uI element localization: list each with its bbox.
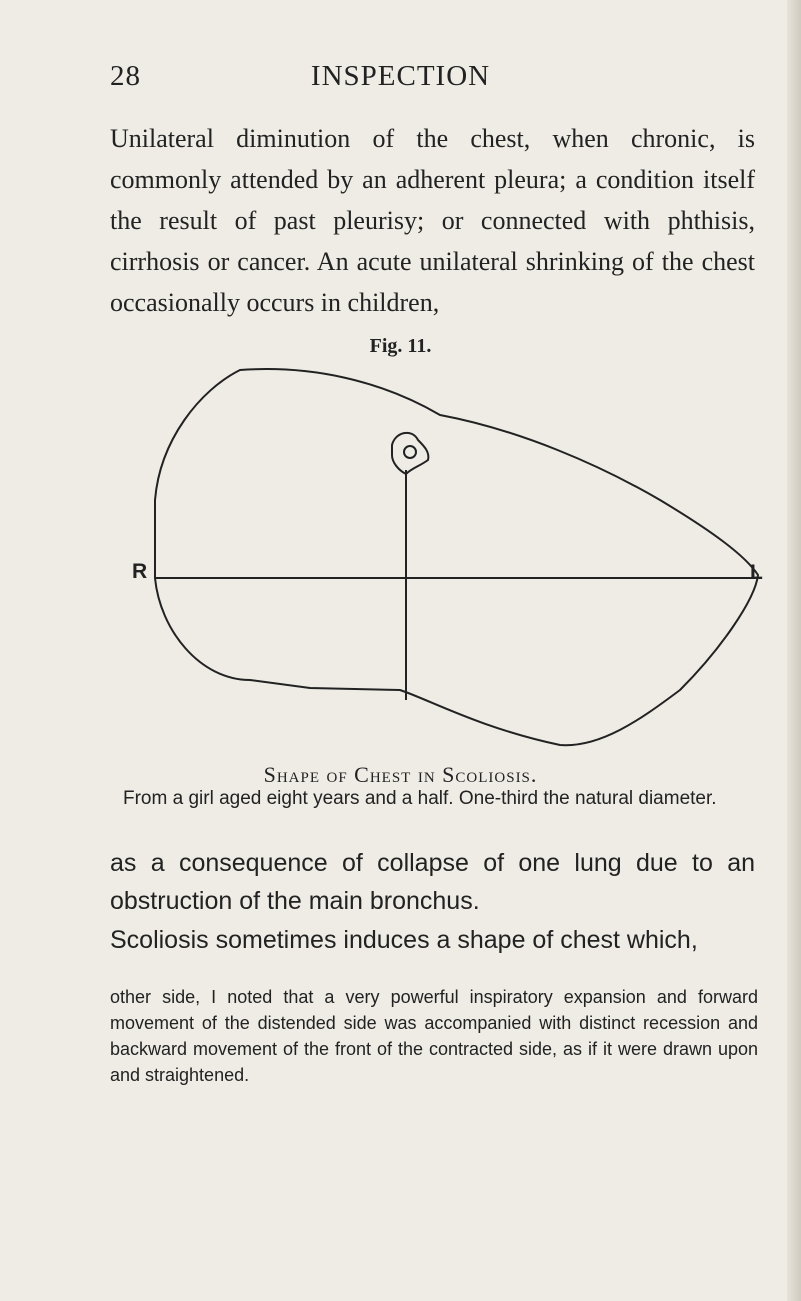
paragraph-3: Scoliosis sometimes induces a shape of chest which, xyxy=(110,926,698,954)
paragraph-1: Unilateral diminution of the chest, when chronic, is commonly attended by an adherent pleura; a condition itself the result of past pleurisy; or connected with phthisis, cirrhosis or cancer. An acute unilateral shrinking of the chest occasionally occurs in children, xyxy=(110,124,755,317)
chest-outline xyxy=(155,369,758,745)
figure-caption-text: From a girl aged eight years and a half. One-third the natural diameter. xyxy=(123,788,717,809)
figure-side-r: R xyxy=(132,560,148,583)
page-number: 28 xyxy=(110,60,141,92)
paragraph-4: other side, I noted that a very powerful inspiratory expansion and forward movement of the distended side was accompanied with distinct recession and backward movement of the front of the contracted side, as if it were drawn upon and straightened. xyxy=(110,987,758,1085)
vertebra-mark xyxy=(392,433,428,474)
page-header xyxy=(0,60,801,100)
figure-side-l: L xyxy=(750,561,763,584)
figure-label: Fig. 11. xyxy=(369,335,432,357)
paragraph-2: as a consequence of collapse of one lung due to an obstruction of the main bronchus. xyxy=(110,849,755,915)
running-head: INSPECTION xyxy=(310,60,491,92)
figure-caption-title: Shape of Chest in Scoliosis. xyxy=(263,762,538,787)
page-edge-shadow xyxy=(787,0,801,1301)
